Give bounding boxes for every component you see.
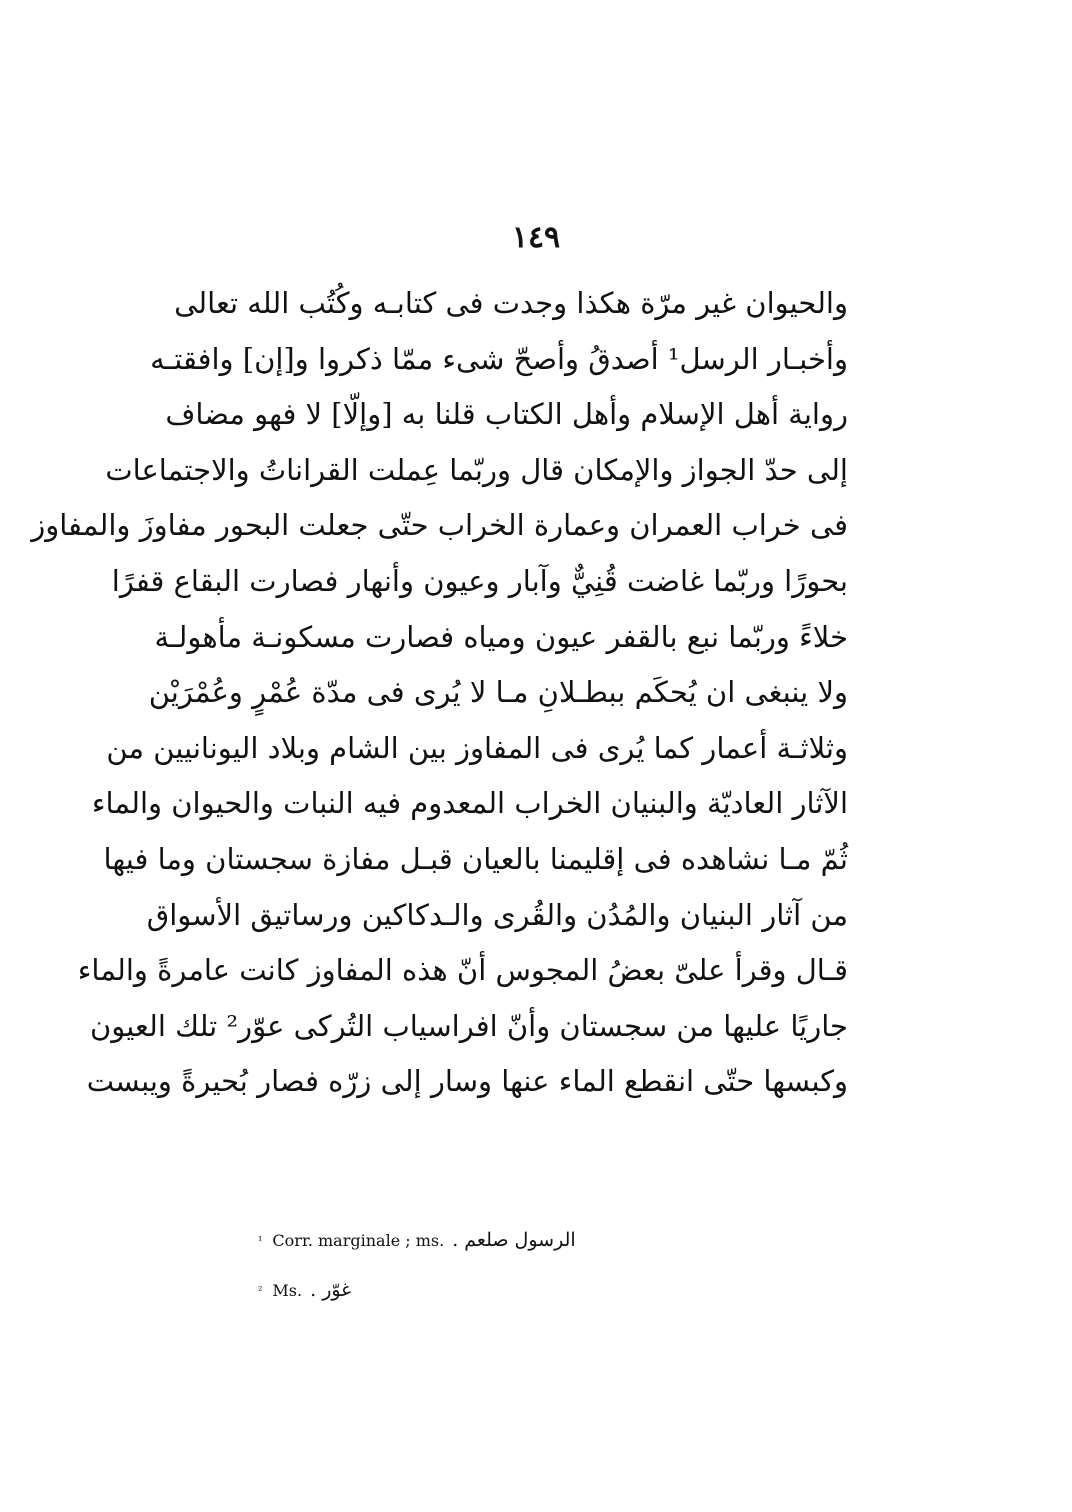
- text-line: فى خراب العمران وعمارة الخراب حتّى جعلت البحور مفاوزَ والمفاوز: [31, 508, 848, 543]
- footnote-latin-text: Corr. marginale ; ms.: [272, 1230, 445, 1250]
- footnote-latin-text: Ms.: [272, 1280, 303, 1300]
- text-line: ثُمّ مـا نشاهده فى إقليمنا بالعيان قبـل مفازة سجستان وما فيها: [103, 841, 848, 876]
- text-line: والحيوان غير مرّة هكذا وجدت فى كتابـه وكُتُب الله تعالى: [174, 286, 848, 320]
- text-line: وكبسها حتّى انقطع الماء عنها وسار إلى زرّه فصار بُحيرةً ويبست: [86, 1064, 848, 1099]
- text-line: إلى حدّ الجواز والإمكان قال وربّما عِملت القراناتُ والاجتماعات: [105, 452, 848, 487]
- text-line: وثلاثـة أعمار كما يُرى فى المفاوز بين الشام وبلاد اليونانيين من: [106, 730, 848, 765]
- text-line: بحورًا وربّما غاضت قُنِيٌّ وآبار وعيون وأنهار فصارت البقاع قفرًا: [111, 563, 848, 598]
- footnote-arabic-text: غوّر .: [310, 1279, 352, 1301]
- text-line: من آثار البنيان والمُدُن والقُرى والـدكاكين ورساتيق الأسواق: [146, 897, 848, 932]
- text-line: قـال وقرأ علىّ بعضُ المجوس أنّ هذه المفاوز كانت عامرةً والماء: [77, 953, 848, 988]
- footnote-mark: ²: [258, 1283, 263, 1297]
- page-number: ١٤٩: [511, 220, 561, 255]
- text-line: خلاءً وربّما نبع بالقفر عيون ومياه فصارت مسكونـة مأهولـة: [154, 619, 848, 654]
- text-line: جاريًا عليها من سجستان وأنّ افراسياب التُركى عوّر² تلك العيون: [90, 1008, 848, 1043]
- footnote-mark: ¹: [258, 1233, 263, 1247]
- text-line: الآثار العاديّة والبنيان الخراب المعدوم فيه النبات والحيوان والماء: [91, 786, 848, 821]
- text-line: رواية أهل الإسلام وأهل الكتاب قلنا به [وإلّا] لا فهو مضاف: [165, 397, 848, 432]
- footnote: [258, 1226, 678, 1254]
- footnote: [258, 1276, 678, 1304]
- footnotes: [258, 1226, 678, 1326]
- text-line: وأخبـار الرسل¹ أصدقُ وأصحّ شىء ممّا ذكروا و[إن] وافقتـه: [150, 341, 848, 376]
- text-line: ولا ينبغى ان يُحكَم ببطـلانِ مـا لا يُرى فى مدّة عُمْرٍ وعُمْرَيْن: [148, 675, 848, 710]
- arabic-body-text: [31, 276, 848, 1110]
- footnote-arabic-text: الرسول صلعم .: [452, 1229, 576, 1251]
